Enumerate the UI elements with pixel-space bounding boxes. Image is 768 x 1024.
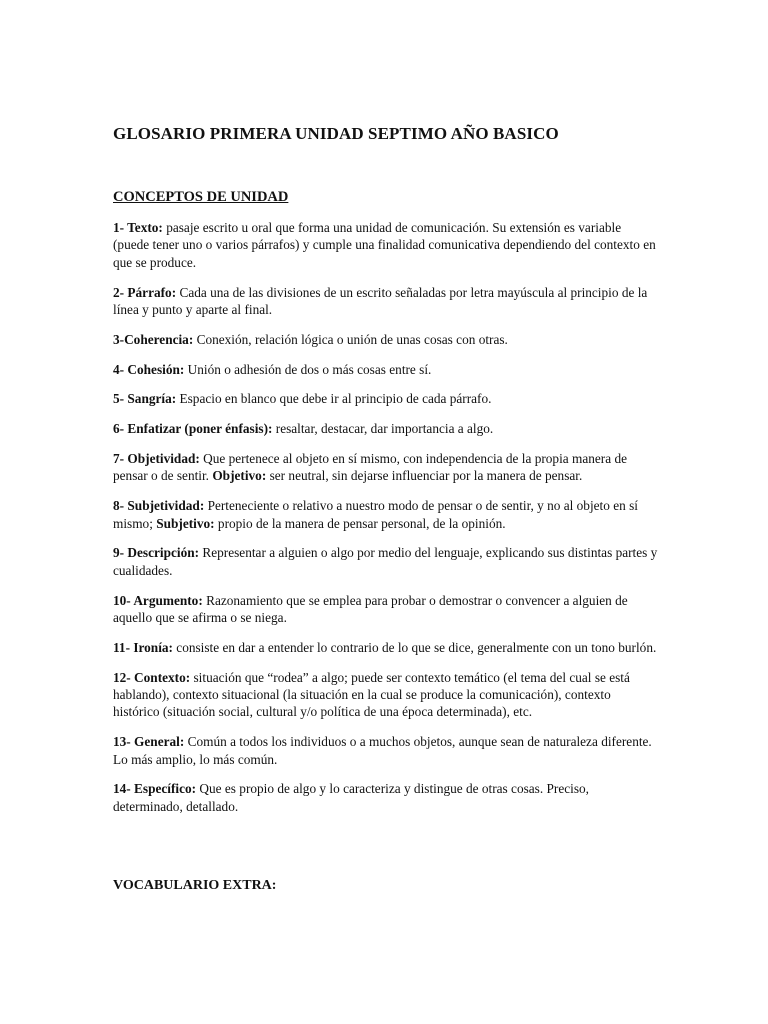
glossary-entry-cohesion: [113, 361, 658, 378]
entry-term: 1- Texto:: [113, 220, 163, 235]
entry-definition: Común a todos los individuos o a muchos objetos, aunque sean de naturaleza diferente. Lo más amplio, lo más común.: [113, 734, 652, 767]
entry-definition: Cada una de las divisiones de un escrito señaladas por letra mayúscula al principio de la línea y punto y aparte al final.: [113, 284, 648, 318]
entry-term: 2- Párrafo:: [113, 284, 177, 300]
entry-definition: situación que “rodea” a algo; puede ser contexto temático (el tema del cual se está hablando), contexto situacional (la situación en la cual se produce la comunicación), contexto histórico (situación social, cultural y/o política de una época determinada), etc.: [113, 669, 630, 720]
glossary-entry-texto: [113, 219, 658, 271]
glossary-entry-descripcion: [113, 544, 658, 579]
glossary-entry-especifico: [113, 780, 658, 815]
entry-term: 5- Sangría:: [113, 391, 177, 407]
entry-subterm: Subjetivo:: [156, 515, 215, 531]
entry-term: 7- Objetividad:: [113, 451, 200, 466]
document-title: GLOSARIO PRIMERA UNIDAD SEPTIMO AÑO BASICO: [113, 124, 559, 143]
entry-definition: consiste en dar a entender lo contrario de lo que se dice, generalmente con un tono burlón.: [172, 639, 657, 655]
section-heading-vocabulario: VOCABULARIO EXTRA:: [113, 878, 277, 893]
glossary-entry-subjetividad: [113, 497, 658, 532]
entry-definition: Representar a alguien o algo por medio del lenguaje, explicando sus distintas partes y cualidades.: [113, 545, 658, 578]
entry-definition: Perteneciente o relativo a nuestro modo de pensar o de sentir, y no al objeto en sí mismo;: [113, 498, 638, 531]
entry-subdefinition: propio de la manera de pensar personal, de la opinión.: [214, 515, 506, 531]
entry-definition: Espacio en blanco que debe ir al principio de cada párrafo.: [176, 391, 492, 407]
entry-term: 14- Específico:: [113, 781, 197, 797]
glossary-entry-parrafo: [113, 284, 658, 319]
entry-definition: Conexión, relación lógica o unión de unas cosas con otras.: [193, 331, 508, 347]
glossary-entry-ironia: [113, 639, 658, 656]
entry-term: 10- Argumento:: [113, 592, 203, 608]
entry-term: 13- General:: [113, 734, 185, 750]
entry-subterm: Objetivo:: [212, 468, 267, 484]
glossary-entry-objetividad: [113, 450, 658, 485]
glossary-entry-coherencia: [113, 331, 658, 348]
entry-term: 3-Coherencia:: [113, 331, 194, 347]
entry-definition: pasaje escrito u oral que forma una unidad de comunicación. Su extensión es variable (puede tener uno o varios párrafos) y cumple una finalidad comunicativa dependiendo del contexto en que se produce.: [113, 220, 656, 270]
glossary-entry-enfatizar: [113, 420, 658, 437]
entry-term: 4- Cohesión:: [113, 361, 185, 377]
glossary-entry-contexto: [113, 669, 658, 721]
glossary-entry-sangria: [113, 390, 658, 407]
entry-definition: Que pertenece al objeto en sí mismo, con independencia de la propia manera de pensar o de sentir.: [113, 451, 627, 484]
entry-term: 9- Descripción:: [113, 545, 200, 561]
entry-term: 11- Ironía:: [113, 639, 173, 655]
entry-definition: resaltar, destacar, dar importancia a algo.: [272, 421, 494, 437]
glossary-entry-argumento: [113, 592, 658, 627]
entry-definition: Unión o adhesión de dos o más cosas entre sí.: [184, 361, 432, 377]
section-heading-conceptos: CONCEPTOS DE UNIDAD: [113, 189, 289, 205]
glossary-entry-general: [113, 733, 658, 768]
entry-term: 6- Enfatizar (poner énfasis):: [113, 421, 273, 437]
entry-term: 12- Contexto:: [113, 669, 191, 685]
entry-subdefinition: ser neutral, sin dejarse influenciar por la manera de pensar.: [266, 468, 583, 484]
entry-term: 8- Subjetividad:: [113, 498, 205, 514]
glossary-list: [113, 219, 658, 828]
entry-definition: Razonamiento que se emplea para probar o demostrar o convencer a alguien de aquello que se afirma o se niega.: [113, 592, 628, 626]
entry-definition: Que es propio de algo y lo caracteriza y distingue de otras cosas. Preciso, determinado, detallado.: [113, 781, 589, 814]
